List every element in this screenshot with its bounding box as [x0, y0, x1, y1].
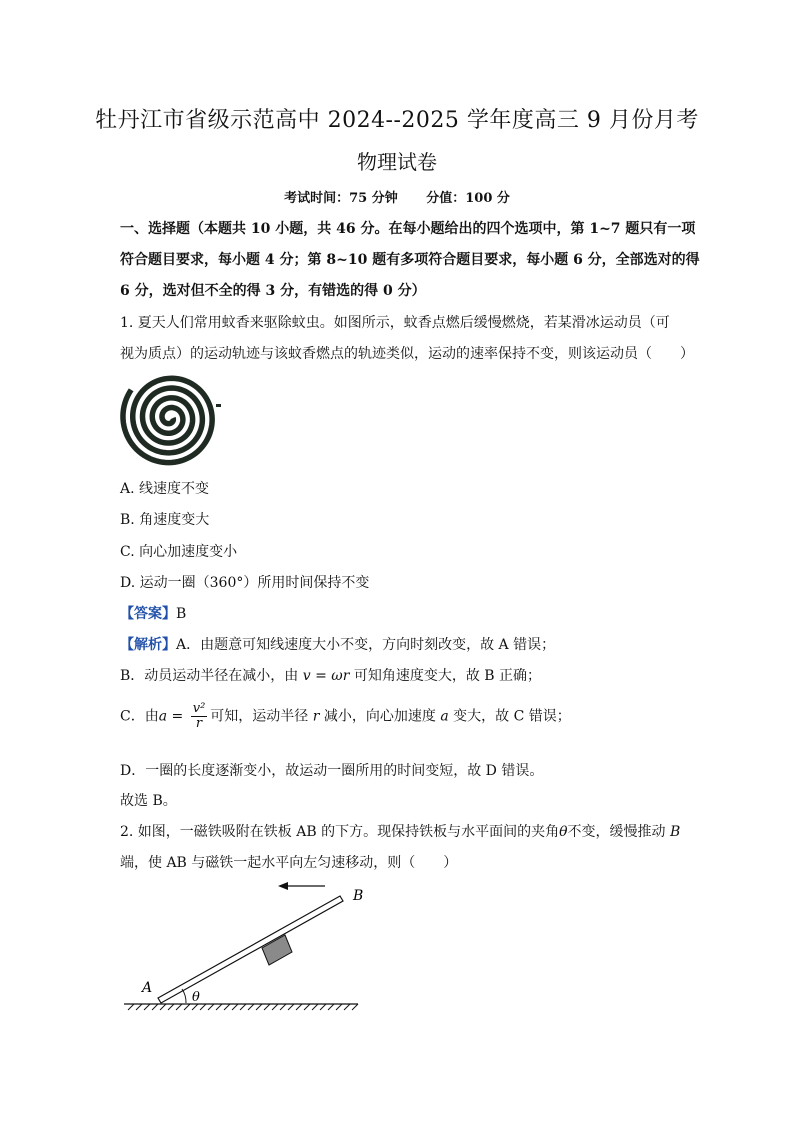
incline-figure [120, 876, 380, 1016]
formula-v2-over-r [191, 702, 208, 731]
q2-stem-line-2: 端，使 AB 与磁铁一起水平向左匀速移动，则（ ） [120, 855, 458, 871]
page-subtitle: 物理试卷 [357, 150, 437, 174]
page-title: 牡丹江市省级示范高中 2024--2025 学年度高三 9 月份月考 [95, 108, 699, 133]
q1-analysis-b [120, 665, 541, 685]
analysis-b-post: 可知角速度变大，故 B 正确； [353, 668, 542, 684]
var-b: B [670, 824, 681, 840]
q1-answer [120, 603, 186, 623]
arrow-left-icon [278, 882, 288, 890]
fraction-denominator: r [195, 716, 203, 731]
analysis-c-post: 变大，故 C 错误； [453, 708, 571, 725]
q1-conclusion: 故选 B。 [120, 793, 177, 809]
fraction-numerator: v² [192, 701, 206, 716]
iron-plate [158, 896, 343, 1003]
answer-tag: 【答案】 [120, 606, 176, 622]
ground-hatch [128, 1004, 358, 1010]
exam-meta [0, 187, 794, 206]
q1-analysis-c: C．由a = $\frac{\text{v²}}{r}$ 可知，运动半径 r 减小，向心加速度 a 变大，故 C 错误； [120, 701, 571, 731]
analysis-a-text: A．由题意可知线速度大小不变，方向时刻改变，故 A 错误； [176, 637, 556, 653]
exam-time: 考试时间：75 分钟 [284, 191, 398, 206]
section-instructions-line-1: 一、选择题（本题共 10 小题，共 46 分。在每小题给出的四个选项中，第 1~7 题只有一项 [120, 221, 696, 237]
q2-line1-pre: 2. 如图，一磁铁吸附在铁板 AB 的下方。现保持铁板与水平面间的夹角 [120, 824, 560, 840]
analysis-tag: 【解析】 [120, 637, 176, 653]
formula-v-omega-r: v = ωr [302, 668, 350, 684]
answer-value: B [176, 606, 187, 622]
q2-line1-post: 不变，缓慢推动 [567, 824, 666, 840]
q1-option-d: D. 运动一圈（360°）所用时间保持不变 [120, 575, 370, 591]
label-a: A [142, 980, 153, 996]
q1-option-b: B. 角速度变大 [120, 512, 210, 528]
exam-score: 分值：100 分 [426, 191, 510, 206]
section-instructions-line-2: 符合题目要求，每小题 4 分；第 8~10 题有多项符合题目要求，每小题 6 分，全部选对的得 [120, 252, 700, 268]
label-b: B [353, 888, 364, 904]
q1-analysis-d: D．一圈的长度逐渐变小，故运动一圈所用的时间变短，故 D 错误。 [120, 763, 544, 779]
q1-stem-line-1: 1. 夏天人们常用蚊香来驱除蚊虫。如图所示，蚊香点燃后缓慢燃烧，若某滑冰运动员（可 [120, 315, 670, 331]
var-r: r [312, 708, 320, 725]
q1-stem-line-2: 视为质点）的运动轨迹与该蚊香燃点的轨迹类似，运动的速率保持不变，则该运动员（ ） [120, 346, 694, 362]
section-instructions-line-3: 6 分，选对但不全的得 3 分，有错选的得 0 分） [120, 283, 426, 299]
var-a-2: a [440, 708, 449, 725]
q2-stem-line-1 [120, 821, 680, 841]
analysis-b-pre: B．动员运动半径在减小，由 [120, 668, 299, 684]
q1-option-a: A. 线速度不变 [120, 481, 210, 497]
q1-analysis-a [120, 634, 555, 654]
q1-option-c: C. 向心加速度变小 [120, 544, 238, 560]
var-theta: θ [559, 824, 568, 840]
label-theta: θ [192, 990, 200, 1005]
analysis-c-mid: 可知，运动半径 [210, 708, 309, 725]
mosquito-coil-figure [118, 368, 228, 468]
analysis-c-pre: C．由 [120, 708, 159, 725]
analysis-c-mid2: 减小，向心加速度 [323, 708, 436, 725]
var-a: a [158, 708, 168, 725]
